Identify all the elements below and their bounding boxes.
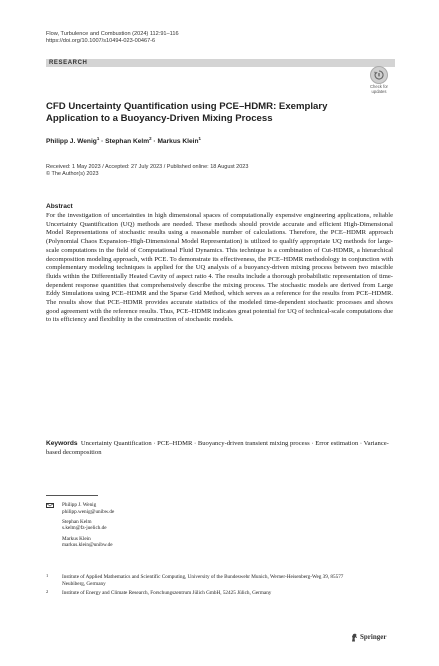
publisher-name: Springer bbox=[360, 633, 387, 641]
keywords bbox=[46, 440, 393, 457]
badge-line-2: updates bbox=[371, 88, 387, 94]
author-affiliation-sup: 2 bbox=[149, 136, 152, 141]
affiliation-text: Institute of Applied Mathematics and Scientific Computing, University of the Bundeswehr Munich, Werner-Heisenberg-Weg 39, 85577 Neubiberg, Germany bbox=[62, 574, 344, 587]
keywords-label: Keywords bbox=[46, 440, 78, 447]
envelope-icon bbox=[46, 503, 54, 508]
abstract-heading: Abstract bbox=[46, 203, 73, 210]
affiliation-sup: 1 bbox=[46, 573, 49, 578]
author-affiliation-sup: 1 bbox=[96, 136, 100, 141]
springer-horse-icon bbox=[351, 633, 358, 642]
keywords-text: Uncertainty Quantification · PCE–HDMR · Buoyancy-driven transient mixing process · Error estimation · Variance-based decomposition bbox=[46, 440, 389, 456]
badge-text bbox=[366, 85, 392, 94]
section-label: RESEARCH bbox=[49, 60, 88, 66]
affiliation-text: Institute of Energy and Climate Research, Forschungszentrum Jülich GmbH, 52425 Jülich, Germany bbox=[62, 590, 272, 597]
contact-name: Markus Klein bbox=[62, 535, 91, 542]
badge-line-1: Check for bbox=[370, 84, 388, 89]
author-separator: · bbox=[99, 138, 106, 146]
publication-dates bbox=[46, 164, 248, 179]
author-name[interactable]: Stephan Kelm bbox=[105, 138, 150, 146]
affiliation-sup: 2 bbox=[46, 589, 49, 595]
author-name[interactable]: Philipp J. Wenig bbox=[46, 138, 97, 146]
author-separator: · bbox=[151, 138, 158, 146]
dates-line: Received: 1 May 2023 / Accepted: 27 July 2023 / Published online: 18 August 2023 bbox=[46, 164, 249, 170]
contact-name: Stephan Kelm bbox=[62, 518, 92, 525]
author-name[interactable]: Markus Klein bbox=[157, 138, 199, 146]
affiliation-item bbox=[46, 574, 346, 587]
article-title: CFD Uncertainty Quantification using PCE–HDMR: Exemplary Application to a Buoyancy-Driven Mixing Process bbox=[46, 101, 328, 125]
abstract-text: For the investigation of uncertainties in high dimensional spaces of computationally expensive engineering applications, reliable Uncertainty Quantification (UQ) methods are needed. These methods should provide accurate and efficient High-Dimensional Model Representations of stochastic results using a reasonable number of calculations. Therefore, the PCE–HDMR approach (Polynomial Chaos Expansion–High-Dimensional Model Representation) is utilized to qualify appropriate UQ methods for large-scale computations in the field of Computational Fluid Dynamics. This technique is a combination of Cut-HDMR, a hierarchical decomposition modeling approach, with PCE. To demonstrate its effectiveness, the PCE–HDMR methodology in conjunction with complementary modeling techniques is applied for the UQ analysis of a buoyancy-driven mixing process between two miscible fluids within the Differentially Heated Cavity of aspect ratio 4. The results include a thorough probabilistic representation of time-dependent response quantities that comprehensively describe the mixing process. The stochastic models are derived from Large Eddy Simulations using PCE–HDMR and the Sparse Grid Method, which serves as a reference for the results from PCE–HDMR. The results show that PCE–HDMR provides accurate statistics of the modeled time-dependent stochastic processes and shows good agreement with the reference results. Thus, PCE–HDMR indicates great potential for UQ of technical-scale computations due to its efficiency and flexibility in the construction of stochastic models. bbox=[46, 212, 393, 324]
publisher-logo bbox=[351, 633, 386, 642]
journal-citation bbox=[46, 31, 179, 45]
contact-item bbox=[62, 519, 262, 532]
contact-item bbox=[62, 502, 262, 515]
author-affiliation-sup: 1 bbox=[198, 136, 201, 141]
contact-name: Philipp J. Wenig bbox=[62, 502, 97, 508]
affiliation-item bbox=[46, 590, 346, 597]
affiliations bbox=[46, 574, 346, 600]
section-bar bbox=[46, 59, 395, 67]
contact-email[interactable]: philipp.wenig@unibw.de bbox=[62, 508, 115, 515]
copyright-line: © The Author(s) 2023 bbox=[46, 171, 99, 178]
contact-list bbox=[62, 502, 262, 552]
contact-item bbox=[62, 536, 262, 549]
contact-email[interactable]: markus.klein@unibw.de bbox=[62, 542, 113, 549]
author-list bbox=[46, 135, 201, 146]
check-updates-icon bbox=[370, 66, 388, 84]
footnote-divider bbox=[46, 495, 98, 496]
doi-link[interactable]: https://doi.org/10.1007/s10494-023-00467-6 bbox=[46, 38, 156, 45]
journal-line: Flow, Turbulence and Combustion (2024) 112:91–116 bbox=[46, 31, 179, 37]
contact-email[interactable]: s.kelm@fz-juelich.de bbox=[62, 525, 107, 532]
check-for-updates-badge[interactable] bbox=[366, 66, 392, 96]
